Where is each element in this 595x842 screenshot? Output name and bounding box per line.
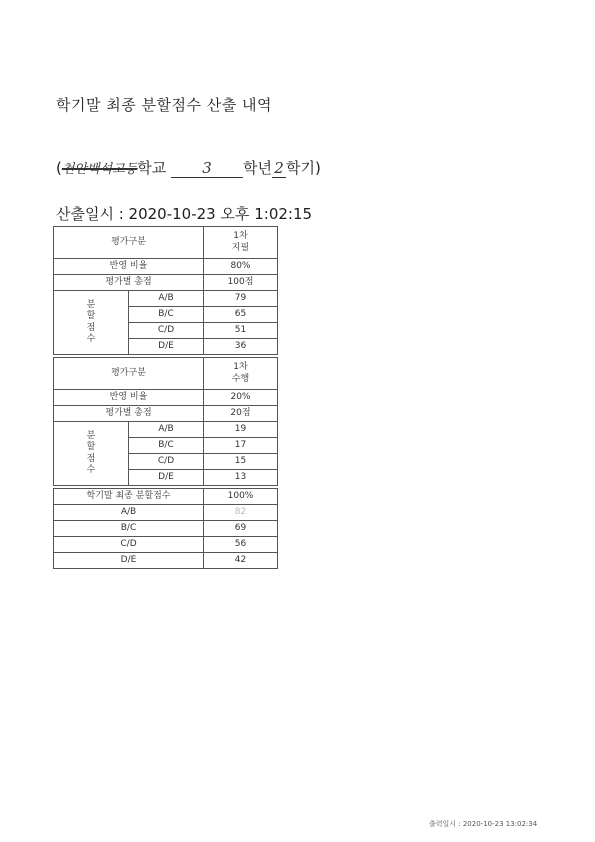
eval1-cut-score: 79 [204,291,278,307]
final-cut-grade: D/E [54,553,204,569]
eval1-ratio-label: 반영 비율 [54,259,204,275]
eval2-cut-grade: B/C [129,438,204,454]
document-title: 학기말 최종 분할점수 산출 내역 [56,96,272,114]
eval1-ratio-value: 80% [204,259,278,275]
eval1-cut-score: 36 [204,339,278,355]
eval2-type-name: 1차 수행 [204,358,278,390]
semester-handwritten: 2 [272,159,286,178]
final-cut-row [54,553,278,569]
final-cut-row [54,521,278,537]
eval1-cut-score: 65 [204,307,278,323]
eval1-ratio-row [54,259,278,275]
eval1-type-label: 평가구분 [54,227,204,259]
eval1-cut-grade: B/C [129,307,204,323]
open-paren: ( [56,159,62,177]
eval2-cut-row [54,422,278,438]
final-cut-score: 82 [204,505,278,521]
eval1-cut-score: 51 [204,323,278,339]
eval2-cut-label: 분 할 점 수 [54,422,129,486]
eval2-ratio-label: 반영 비율 [54,390,204,406]
final-cut-score: 42 [204,553,278,569]
grade-label: 학년 [242,159,272,177]
eval2-type-label: 평가구분 [54,358,204,390]
eval2-ratio-value: 20% [204,390,278,406]
eval2-cut-grade: C/D [129,454,204,470]
eval2-cut-grade: D/E [129,470,204,486]
school-name-handwritten: 천안백석고등 [61,162,138,177]
final-cut-score: 69 [204,521,278,537]
print-time: 출력일시 : 2020-10-23 13:02:34 [429,820,538,828]
eval2-cut-grade: A/B [129,422,204,438]
eval2-cut-score: 13 [204,470,278,486]
eval2-total-value: 20점 [204,406,278,422]
final-cut-row [54,537,278,553]
eval1-type-name: 1차 지필 [204,227,278,259]
eval1-cut-grade: A/B [129,291,204,307]
final-cut-grade: A/B [54,505,204,521]
eval2-total-label: 평가별 총점 [54,406,204,422]
final-cut-grade: B/C [54,521,204,537]
final-header-row [54,489,278,505]
eval2-cut-score: 19 [204,422,278,438]
final-cut-score: 56 [204,537,278,553]
final-total: 100% [204,489,278,505]
final-cut-row [54,505,278,521]
eval1-cut-label: 분 할 점 수 [54,291,129,355]
eval2-total-row [54,406,278,422]
school-label: 학교 [137,159,167,177]
eval2-ratio-row [54,390,278,406]
eval2-header-row [54,358,278,390]
eval1-total-value: 100점 [204,275,278,291]
cut-score-table [53,226,278,569]
final-cut-grade: C/D [54,537,204,553]
eval2-cut-score: 15 [204,454,278,470]
grade-handwritten: 3 [171,159,243,178]
eval1-total-row [54,275,278,291]
school-info-line [56,157,321,178]
final-label: 학기말 최종 분할점수 [54,489,204,505]
calculation-time: 산출일시 : 2020-10-23 오후 1:02:15 [56,205,313,223]
eval1-header-row [54,227,278,259]
eval2-cut-score: 17 [204,438,278,454]
eval1-cut-row [54,291,278,307]
eval1-total-label: 평가별 총점 [54,275,204,291]
eval1-cut-grade: C/D [129,323,204,339]
semester-label: 학기) [285,159,321,177]
eval1-cut-grade: D/E [129,339,204,355]
